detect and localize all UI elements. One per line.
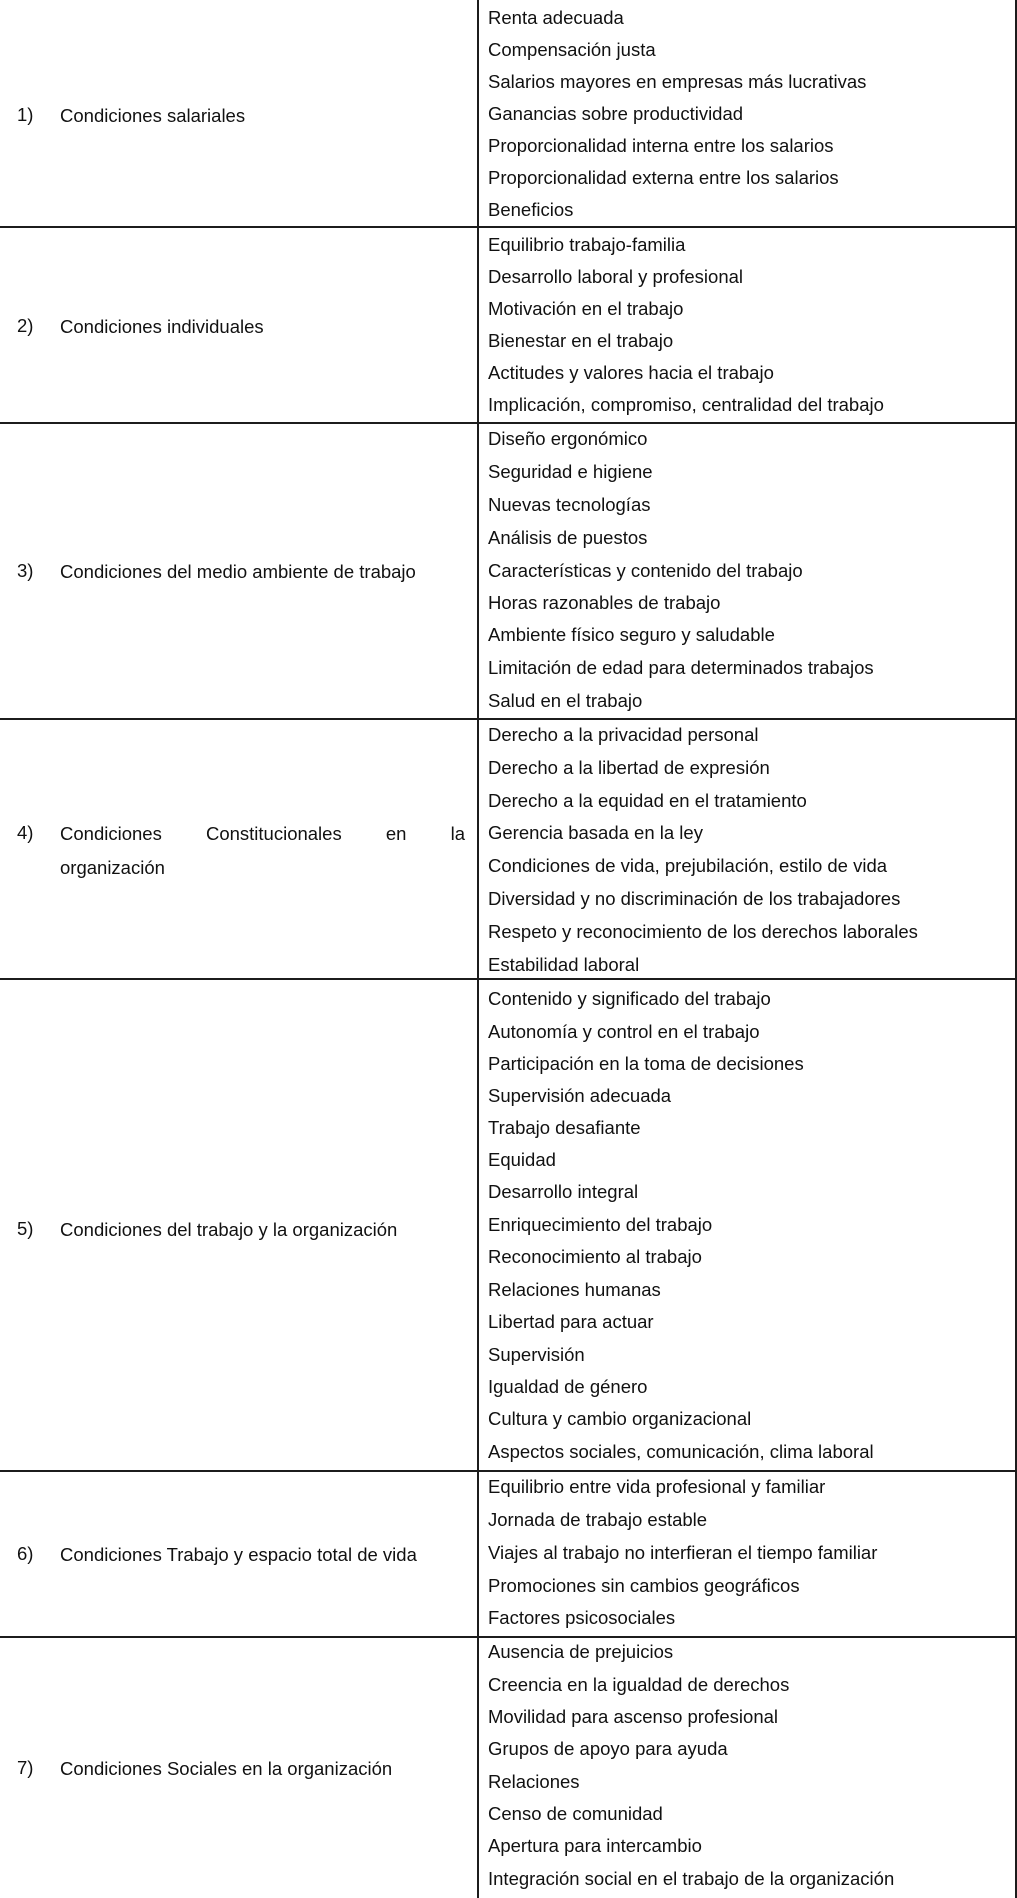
group-number: 7) bbox=[17, 1757, 34, 1778]
group-number: 2) bbox=[17, 315, 34, 336]
list-item: Análisis de puestos bbox=[488, 527, 648, 548]
list-item: Autonomía y control en el trabajo bbox=[488, 1021, 760, 1042]
list-item: Implicación, compromiso, centralidad del trabajo bbox=[488, 394, 884, 415]
group-title-line-1 bbox=[60, 817, 465, 851]
list-item: Jornada de trabajo estable bbox=[488, 1509, 708, 1530]
title-word: la bbox=[450, 823, 465, 844]
list-item: Supervisión bbox=[488, 1344, 585, 1365]
list-item: Seguridad e higiene bbox=[488, 461, 653, 482]
list-item: Diversidad y no discriminación de los trabajadores bbox=[488, 888, 901, 909]
group-title: Condiciones del medio ambiente de trabajo bbox=[60, 561, 416, 582]
list-item: Horas razonables de trabajo bbox=[488, 592, 721, 613]
group-number: 4) bbox=[17, 822, 34, 843]
group-number: 1) bbox=[17, 104, 34, 125]
list-item: Derecho a la libertad de expresión bbox=[488, 757, 770, 778]
group-number: 5) bbox=[17, 1218, 34, 1239]
list-item: Equidad bbox=[488, 1149, 556, 1170]
list-item: Desarrollo integral bbox=[488, 1181, 639, 1202]
list-item: Limitación de edad para determinados trabajos bbox=[488, 657, 874, 678]
list-item: Viajes al trabajo no interfieran el tiempo familiar bbox=[488, 1542, 878, 1563]
list-item: Equilibrio trabajo-familia bbox=[488, 234, 686, 255]
group-title: Condiciones Sociales en la organización bbox=[60, 1758, 393, 1779]
list-item: Características y contenido del trabajo bbox=[488, 560, 803, 581]
list-item: Motivación en el trabajo bbox=[488, 298, 684, 319]
list-item: Beneficios bbox=[488, 199, 574, 220]
list-item: Supervisión adecuada bbox=[488, 1085, 672, 1106]
list-item: Trabajo desafiante bbox=[488, 1117, 641, 1138]
list-item: Ausencia de prejuicios bbox=[488, 1641, 674, 1662]
list-item: Estabilidad laboral bbox=[488, 954, 640, 975]
list-item: Gerencia basada en la ley bbox=[488, 822, 703, 843]
group-title: Condiciones del trabajo y la organización bbox=[60, 1219, 398, 1240]
group-number: 6) bbox=[17, 1543, 34, 1564]
group-title: Condiciones Trabajo y espacio total de vida bbox=[60, 1544, 417, 1565]
list-item: Proporcionalidad interna entre los salarios bbox=[488, 135, 834, 156]
row-divider bbox=[0, 1470, 1017, 1472]
row-divider bbox=[0, 226, 1017, 228]
list-item: Relaciones bbox=[488, 1771, 580, 1792]
list-item: Compensación justa bbox=[488, 39, 656, 60]
list-item: Participación en la toma de decisiones bbox=[488, 1053, 804, 1074]
list-item: Igualdad de género bbox=[488, 1376, 648, 1397]
list-item: Actitudes y valores hacia el trabajo bbox=[488, 362, 774, 383]
title-word: Condiciones bbox=[60, 823, 162, 844]
list-item: Salud en el trabajo bbox=[488, 690, 643, 711]
list-item: Cultura y cambio organizacional bbox=[488, 1408, 752, 1429]
list-item: Censo de comunidad bbox=[488, 1803, 663, 1824]
list-item: Promociones sin cambios geográficos bbox=[488, 1575, 800, 1596]
group-number: 3) bbox=[17, 560, 34, 581]
list-item: Salarios mayores en empresas más lucrativas bbox=[488, 71, 867, 92]
list-item: Equilibrio entre vida profesional y familiar bbox=[488, 1476, 826, 1497]
list-item: Creencia en la igualdad de derechos bbox=[488, 1674, 790, 1695]
list-item: Ambiente físico seguro y saludable bbox=[488, 624, 775, 645]
row-divider bbox=[0, 1636, 1017, 1638]
list-item: Enriquecimiento del trabajo bbox=[488, 1214, 713, 1235]
list-item: Derecho a la equidad en el tratamiento bbox=[488, 790, 807, 811]
row-divider bbox=[0, 978, 1017, 980]
list-item: Factores psicosociales bbox=[488, 1607, 676, 1628]
list-item: Proporcionalidad externa entre los salarios bbox=[488, 167, 839, 188]
group-title-line-2: organización bbox=[60, 857, 165, 878]
list-item: Desarrollo laboral y profesional bbox=[488, 266, 744, 287]
list-item: Contenido y significado del trabajo bbox=[488, 988, 771, 1009]
list-item: Aspectos sociales, comunicación, clima laboral bbox=[488, 1441, 874, 1462]
group-title bbox=[60, 817, 465, 885]
list-item: Movilidad para ascenso profesional bbox=[488, 1706, 779, 1727]
row-divider bbox=[0, 422, 1017, 424]
group-title: Condiciones individuales bbox=[60, 316, 264, 337]
list-item: Respeto y reconocimiento de los derechos laborales bbox=[488, 921, 918, 942]
list-item: Libertad para actuar bbox=[488, 1311, 654, 1332]
list-item: Derecho a la privacidad personal bbox=[488, 724, 759, 745]
list-item: Nuevas tecnologías bbox=[488, 494, 651, 515]
column-divider bbox=[477, 0, 479, 1898]
list-item: Integración social en el trabajo de la organización bbox=[488, 1868, 895, 1889]
list-item: Renta adecuada bbox=[488, 7, 624, 28]
group-title: Condiciones salariales bbox=[60, 105, 246, 126]
row-divider bbox=[0, 718, 1017, 720]
list-item: Bienestar en el trabajo bbox=[488, 330, 674, 351]
list-item: Reconocimiento al trabajo bbox=[488, 1246, 702, 1267]
list-item: Grupos de apoyo para ayuda bbox=[488, 1738, 728, 1759]
list-item: Condiciones de vida, prejubilación, estilo de vida bbox=[488, 855, 888, 876]
list-item: Apertura para intercambio bbox=[488, 1835, 702, 1856]
list-item: Relaciones humanas bbox=[488, 1279, 661, 1300]
title-word: en bbox=[385, 823, 407, 844]
list-item: Diseño ergonómico bbox=[488, 428, 648, 449]
title-word: Constitucionales bbox=[205, 823, 342, 844]
list-item: Ganancias sobre productividad bbox=[488, 103, 744, 124]
